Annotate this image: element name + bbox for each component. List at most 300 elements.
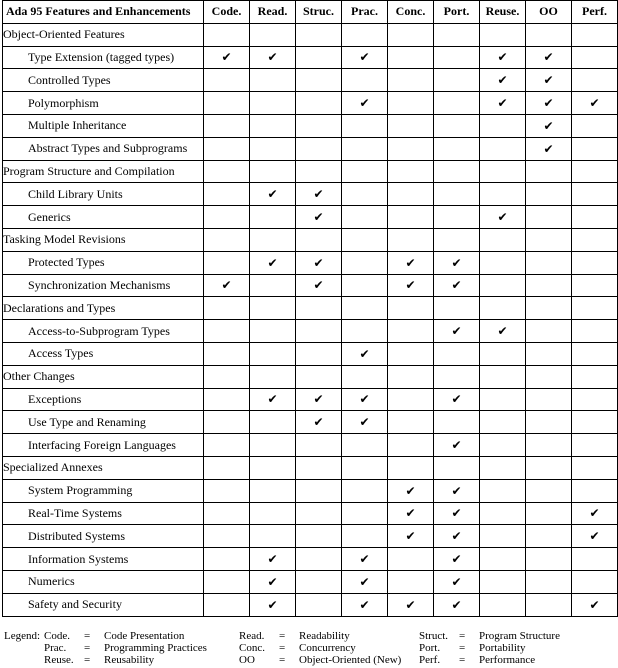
check-mark-icon: ✔	[267, 597, 278, 612]
table-cell	[250, 342, 296, 365]
table-cell	[204, 23, 250, 46]
check-mark-icon: ✔	[221, 278, 232, 293]
table-cell	[296, 137, 342, 160]
check-mark-icon: ✔	[313, 255, 324, 270]
legend-equals: =	[279, 654, 286, 666]
table-row	[3, 206, 618, 229]
table-cell	[526, 114, 572, 137]
table-cell	[526, 342, 572, 365]
table-cell	[250, 570, 296, 593]
table-cell	[434, 479, 480, 502]
table-cell	[526, 525, 572, 548]
check-mark-icon: ✔	[313, 210, 324, 225]
check-mark-icon: ✔	[543, 141, 554, 156]
table-cell	[434, 183, 480, 206]
table-cell	[250, 388, 296, 411]
table-cell	[434, 365, 480, 388]
table-cell	[342, 411, 388, 434]
table-cell	[296, 69, 342, 92]
table-cell	[388, 502, 434, 525]
table-cell	[388, 456, 434, 479]
table-cell	[480, 297, 526, 320]
table-cell	[296, 274, 342, 297]
check-mark-icon: ✔	[405, 506, 416, 521]
table-cell	[388, 548, 434, 571]
table-cell	[342, 320, 388, 343]
legend-name: Portability	[479, 642, 526, 654]
table-cell	[480, 320, 526, 343]
table-cell	[342, 183, 388, 206]
table-cell	[572, 137, 618, 160]
table-cell	[342, 548, 388, 571]
feature-label: Use Type and Renaming	[3, 411, 204, 434]
feature-label: Polymorphism	[3, 92, 204, 115]
table-cell	[480, 23, 526, 46]
table-cell	[480, 365, 526, 388]
table-cell	[480, 114, 526, 137]
check-mark-icon: ✔	[589, 506, 600, 521]
table-cell	[250, 434, 296, 457]
legend-name: Code Presentation	[104, 630, 185, 642]
table-cell	[204, 593, 250, 616]
table-cell	[388, 137, 434, 160]
section-row	[3, 228, 618, 251]
table-cell	[434, 46, 480, 69]
table-cell	[204, 251, 250, 274]
table-cell	[296, 228, 342, 251]
section-row	[3, 23, 618, 46]
legend-row	[4, 642, 614, 654]
check-mark-icon: ✔	[267, 255, 278, 270]
table-row	[3, 69, 618, 92]
table-row	[3, 434, 618, 457]
table-cell	[250, 297, 296, 320]
table-cell	[342, 593, 388, 616]
table-cell	[342, 342, 388, 365]
table-cell	[204, 388, 250, 411]
legend-equals: =	[279, 630, 286, 642]
legend-name: Reusability	[104, 654, 155, 666]
table-cell	[572, 434, 618, 457]
table-cell	[204, 114, 250, 137]
table-cell	[296, 251, 342, 274]
check-mark-icon: ✔	[405, 278, 416, 293]
legend-equals: =	[84, 630, 91, 642]
table-cell	[526, 46, 572, 69]
feature-table	[2, 0, 618, 617]
table-cell	[434, 160, 480, 183]
check-mark-icon: ✔	[497, 50, 508, 65]
check-mark-icon: ✔	[451, 255, 462, 270]
table-cell	[342, 502, 388, 525]
legend-equals: =	[459, 642, 466, 654]
table-cell	[434, 456, 480, 479]
table-cell	[342, 525, 388, 548]
check-mark-icon: ✔	[497, 96, 508, 111]
table-row	[3, 570, 618, 593]
table-cell	[388, 160, 434, 183]
table-cell	[250, 92, 296, 115]
table-cell	[204, 297, 250, 320]
table-cell	[434, 320, 480, 343]
table-header-row	[3, 1, 618, 24]
check-mark-icon: ✔	[313, 392, 324, 407]
column-header-port: Port.	[434, 1, 480, 24]
table-cell	[204, 570, 250, 593]
check-mark-icon: ✔	[359, 346, 370, 361]
table-cell	[434, 251, 480, 274]
table-cell	[388, 388, 434, 411]
table-cell	[572, 548, 618, 571]
table-cell	[342, 251, 388, 274]
table-cell	[250, 525, 296, 548]
table-cell	[296, 456, 342, 479]
table-row	[3, 525, 618, 548]
table-cell	[526, 365, 572, 388]
column-header-oo: OO	[526, 1, 572, 24]
table-cell	[388, 228, 434, 251]
table-cell	[526, 479, 572, 502]
table-cell	[480, 479, 526, 502]
table-cell	[388, 593, 434, 616]
table-cell	[480, 388, 526, 411]
column-header-read: Read.	[250, 1, 296, 24]
table-cell	[250, 365, 296, 388]
check-mark-icon: ✔	[359, 96, 370, 111]
table-cell	[250, 502, 296, 525]
table-cell	[526, 183, 572, 206]
table-cell	[480, 342, 526, 365]
table-row	[3, 137, 618, 160]
check-mark-icon: ✔	[543, 118, 554, 133]
legend-row	[4, 630, 614, 642]
table-body	[3, 23, 618, 616]
table-cell	[250, 137, 296, 160]
table-cell	[342, 69, 388, 92]
table-cell	[388, 206, 434, 229]
table-row	[3, 548, 618, 571]
check-mark-icon: ✔	[543, 50, 554, 65]
legend-abbr: Perf.	[419, 654, 441, 666]
table-cell	[250, 46, 296, 69]
table-cell	[296, 297, 342, 320]
table-row	[3, 388, 618, 411]
table-cell	[296, 320, 342, 343]
feature-label: Multiple Inheritance	[3, 114, 204, 137]
table-cell	[342, 160, 388, 183]
check-mark-icon: ✔	[543, 96, 554, 111]
section-label: Specialized Annexes	[3, 456, 204, 479]
check-mark-icon: ✔	[589, 529, 600, 544]
table-cell	[480, 548, 526, 571]
section-row	[3, 297, 618, 320]
table-cell	[480, 160, 526, 183]
legend	[4, 630, 614, 666]
table-cell	[204, 228, 250, 251]
table-cell	[296, 23, 342, 46]
legend-equals: =	[459, 654, 466, 666]
table-cell	[250, 548, 296, 571]
table-cell	[480, 46, 526, 69]
table-cell	[204, 320, 250, 343]
table-cell	[250, 160, 296, 183]
check-mark-icon: ✔	[359, 392, 370, 407]
legend-name: Program Structure	[479, 630, 560, 642]
legend-abbr: Port.	[419, 642, 441, 654]
table-cell	[434, 502, 480, 525]
table-cell	[204, 411, 250, 434]
table-cell	[572, 365, 618, 388]
table-cell	[434, 69, 480, 92]
feature-label: Numerics	[3, 570, 204, 593]
table-cell	[342, 434, 388, 457]
check-mark-icon: ✔	[451, 278, 462, 293]
legend-abbr: Reuse.	[44, 654, 74, 666]
section-row	[3, 456, 618, 479]
table-cell	[572, 570, 618, 593]
column-header-conc: Conc.	[388, 1, 434, 24]
table-cell	[434, 593, 480, 616]
check-mark-icon: ✔	[313, 278, 324, 293]
table-cell	[572, 593, 618, 616]
table-cell	[434, 114, 480, 137]
table-cell	[296, 479, 342, 502]
table-cell	[388, 479, 434, 502]
table-cell	[342, 114, 388, 137]
check-mark-icon: ✔	[589, 597, 600, 612]
table-cell	[296, 342, 342, 365]
table-cell	[572, 160, 618, 183]
check-mark-icon: ✔	[313, 415, 324, 430]
legend-name: Concurrency	[299, 642, 356, 654]
table-cell	[480, 183, 526, 206]
feature-label: Exceptions	[3, 388, 204, 411]
table-cell	[526, 502, 572, 525]
feature-label: Access-to-Subprogram Types	[3, 320, 204, 343]
table-cell	[388, 23, 434, 46]
column-header-perf: Perf.	[572, 1, 618, 24]
table-cell	[572, 23, 618, 46]
table-cell	[434, 137, 480, 160]
table-cell	[388, 183, 434, 206]
table-cell	[480, 251, 526, 274]
column-header-prac: Prac.	[342, 1, 388, 24]
section-label: Program Structure and Compilation	[3, 160, 204, 183]
column-header-struc: Struc.	[296, 1, 342, 24]
section-row	[3, 365, 618, 388]
table-cell	[572, 183, 618, 206]
feature-label: Interfacing Foreign Languages	[3, 434, 204, 457]
table-cell	[526, 570, 572, 593]
table-row	[3, 46, 618, 69]
table-cell	[204, 548, 250, 571]
legend-abbr: Code.	[44, 630, 70, 642]
feature-label: Access Types	[3, 342, 204, 365]
table-row	[3, 274, 618, 297]
table-cell	[572, 525, 618, 548]
section-row	[3, 160, 618, 183]
table-cell	[388, 411, 434, 434]
table-cell	[342, 206, 388, 229]
table-cell	[434, 548, 480, 571]
table-cell	[572, 274, 618, 297]
table-cell	[480, 206, 526, 229]
check-mark-icon: ✔	[451, 324, 462, 339]
table-cell	[296, 183, 342, 206]
table-cell	[204, 342, 250, 365]
check-mark-icon: ✔	[405, 483, 416, 498]
table-row	[3, 114, 618, 137]
table-cell	[572, 46, 618, 69]
table-cell	[342, 46, 388, 69]
table-cell	[572, 114, 618, 137]
legend-name: Performance	[479, 654, 536, 666]
table-cell	[526, 548, 572, 571]
table-cell	[526, 137, 572, 160]
table-cell	[296, 92, 342, 115]
legend-name: Programming Practices	[104, 642, 207, 654]
table-cell	[204, 137, 250, 160]
section-label: Tasking Model Revisions	[3, 228, 204, 251]
table-cell	[204, 525, 250, 548]
table-cell	[388, 342, 434, 365]
table-cell	[526, 456, 572, 479]
legend-abbr: Read.	[239, 630, 265, 642]
table-cell	[250, 228, 296, 251]
table-cell	[204, 183, 250, 206]
table-cell	[526, 69, 572, 92]
table-cell	[296, 548, 342, 571]
table-cell	[572, 92, 618, 115]
table-cell	[250, 114, 296, 137]
feature-label: System Programming	[3, 479, 204, 502]
feature-label: Controlled Types	[3, 69, 204, 92]
check-mark-icon: ✔	[543, 73, 554, 88]
table-cell	[480, 411, 526, 434]
legend-equals: =	[459, 630, 466, 642]
table-cell	[434, 274, 480, 297]
table-cell	[526, 593, 572, 616]
table-cell	[480, 274, 526, 297]
table-cell	[526, 160, 572, 183]
column-header-reuse: Reuse.	[480, 1, 526, 24]
table-cell	[250, 593, 296, 616]
feature-label: Information Systems	[3, 548, 204, 571]
table-row	[3, 251, 618, 274]
table-cell	[480, 570, 526, 593]
legend-name: Readability	[299, 630, 350, 642]
table-cell	[480, 502, 526, 525]
table-cell	[296, 46, 342, 69]
table-cell	[434, 434, 480, 457]
table-row	[3, 92, 618, 115]
legend-row	[4, 654, 614, 666]
table-cell	[204, 69, 250, 92]
check-mark-icon: ✔	[405, 597, 416, 612]
table-row	[3, 183, 618, 206]
feature-label: Synchronization Mechanisms	[3, 274, 204, 297]
feature-column-header: Ada 95 Features and Enhancements	[3, 1, 204, 24]
check-mark-icon: ✔	[451, 574, 462, 589]
table-cell	[296, 593, 342, 616]
table-cell	[388, 92, 434, 115]
table-row	[3, 479, 618, 502]
table-cell	[204, 434, 250, 457]
table-cell	[572, 479, 618, 502]
table-cell	[480, 228, 526, 251]
table-cell	[204, 365, 250, 388]
table-cell	[434, 206, 480, 229]
feature-label: Abstract Types and Subprograms	[3, 137, 204, 160]
table-cell	[572, 297, 618, 320]
table-cell	[526, 297, 572, 320]
table-cell	[250, 456, 296, 479]
table-cell	[526, 388, 572, 411]
table-cell	[526, 434, 572, 457]
check-mark-icon: ✔	[267, 50, 278, 65]
table-cell	[250, 479, 296, 502]
legend-title: Legend:	[4, 630, 41, 642]
table-cell	[434, 525, 480, 548]
check-mark-icon: ✔	[267, 187, 278, 202]
table-cell	[480, 434, 526, 457]
check-mark-icon: ✔	[267, 392, 278, 407]
column-header-code: Code.	[204, 1, 250, 24]
feature-label: Real-Time Systems	[3, 502, 204, 525]
table-cell	[526, 411, 572, 434]
feature-label: Safety and Security	[3, 593, 204, 616]
check-mark-icon: ✔	[451, 552, 462, 567]
check-mark-icon: ✔	[589, 96, 600, 111]
table-cell	[296, 570, 342, 593]
table-cell	[250, 183, 296, 206]
check-mark-icon: ✔	[405, 255, 416, 270]
section-label: Other Changes	[3, 365, 204, 388]
table-cell	[250, 69, 296, 92]
check-mark-icon: ✔	[359, 552, 370, 567]
legend-equals: =	[84, 654, 91, 666]
table-cell	[526, 228, 572, 251]
table-cell	[342, 92, 388, 115]
check-mark-icon: ✔	[359, 597, 370, 612]
table-cell	[204, 206, 250, 229]
check-mark-icon: ✔	[451, 597, 462, 612]
table-cell	[388, 274, 434, 297]
table-cell	[434, 570, 480, 593]
table-cell	[296, 434, 342, 457]
table-cell	[388, 251, 434, 274]
legend-abbr: OO	[239, 654, 255, 666]
table-cell	[526, 23, 572, 46]
table-cell	[526, 274, 572, 297]
table-cell	[388, 570, 434, 593]
table-cell	[388, 46, 434, 69]
check-mark-icon: ✔	[451, 438, 462, 453]
feature-label: Distributed Systems	[3, 525, 204, 548]
table-cell	[434, 92, 480, 115]
table-cell	[296, 114, 342, 137]
check-mark-icon: ✔	[451, 483, 462, 498]
check-mark-icon: ✔	[451, 529, 462, 544]
feature-label: Child Library Units	[3, 183, 204, 206]
table-cell	[342, 274, 388, 297]
table-cell	[572, 69, 618, 92]
feature-matrix	[2, 0, 618, 617]
table-cell	[480, 456, 526, 479]
check-mark-icon: ✔	[267, 552, 278, 567]
table-cell	[480, 92, 526, 115]
check-mark-icon: ✔	[497, 324, 508, 339]
